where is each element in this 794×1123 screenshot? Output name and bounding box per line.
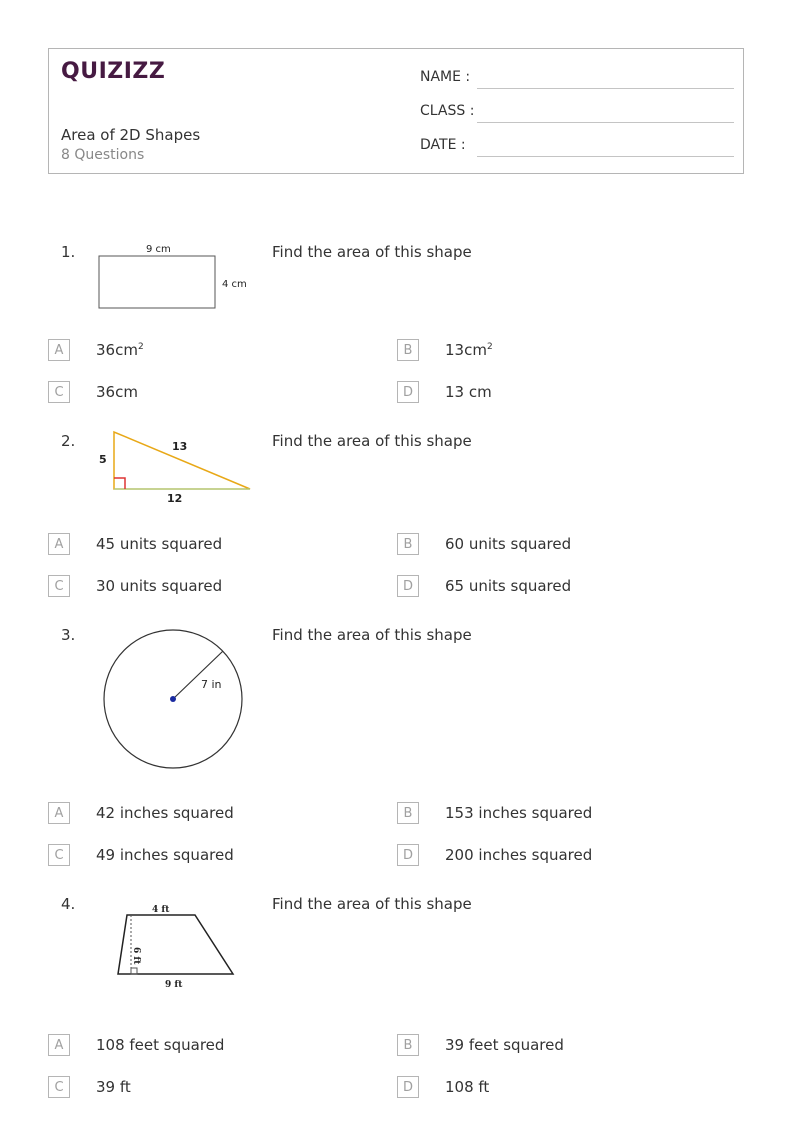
- right-angle-marker: [114, 478, 125, 489]
- class-field[interactable]: [420, 103, 734, 125]
- triangle-hyp-label: 13: [172, 440, 188, 453]
- option-c-text: 39 ft: [96, 1078, 131, 1096]
- triangle-side-label: 5: [99, 453, 107, 466]
- option-a-text: $36cm^2$: [96, 341, 144, 359]
- name-line[interactable]: [477, 88, 734, 89]
- date-label: DATE :: [420, 137, 466, 153]
- rect-width-label: 9 cm: [146, 244, 171, 255]
- option-b-text: 60 units squared: [445, 535, 572, 553]
- radius-line: [173, 651, 223, 699]
- option-a-box[interactable]: A: [48, 339, 70, 361]
- question-number: 4.: [61, 895, 76, 913]
- circle-figure: [98, 626, 250, 778]
- option-a-text: 42 inches squared: [96, 804, 234, 822]
- option-c-box[interactable]: C: [48, 381, 70, 403]
- option-d-box[interactable]: D: [397, 575, 419, 597]
- trapezoid-height-label: 6 ft: [131, 947, 141, 965]
- radius-label: 7 in: [201, 678, 222, 691]
- name-label: NAME :: [420, 69, 471, 85]
- question-text: Find the area of this shape: [272, 895, 472, 913]
- rectangle-figure: [94, 240, 254, 314]
- option-b-box[interactable]: B: [397, 339, 419, 361]
- worksheet-title: Area of 2D Shapes: [61, 126, 201, 144]
- question-number: 3.: [61, 626, 76, 644]
- question-text: Find the area of this shape: [272, 243, 472, 261]
- option-c-text: 36cm: [96, 383, 138, 401]
- option-b-text: 153 inches squared: [445, 804, 593, 822]
- option-a-text: 45 units squared: [96, 535, 223, 553]
- option-a-box[interactable]: A: [48, 533, 70, 555]
- quizizz-logo: QUIZIZZ: [61, 59, 166, 84]
- option-d-text: 13 cm: [445, 383, 492, 401]
- class-line[interactable]: [477, 122, 734, 123]
- option-b-box[interactable]: B: [397, 1034, 419, 1056]
- option-c-box[interactable]: C: [48, 844, 70, 866]
- option-d-box[interactable]: D: [397, 1076, 419, 1098]
- option-d-text: 108 ft: [445, 1078, 490, 1096]
- date-field[interactable]: [420, 137, 734, 159]
- triangle-figure: [94, 428, 259, 508]
- question-count: 8 Questions: [61, 147, 145, 163]
- option-c-box[interactable]: C: [48, 1076, 70, 1098]
- option-c-text: 49 inches squared: [96, 846, 234, 864]
- option-d-text: 200 inches squared: [445, 846, 593, 864]
- question-text: Find the area of this shape: [272, 626, 472, 644]
- option-c-box[interactable]: C: [48, 575, 70, 597]
- center-point: [170, 696, 176, 702]
- trapezoid-top-label: 4 ft: [152, 905, 170, 915]
- worksheet-header: [48, 48, 744, 174]
- question-number: 1.: [61, 243, 76, 261]
- class-label: CLASS :: [420, 103, 475, 119]
- trapezoid-figure: [110, 900, 242, 992]
- option-c-text: 30 units squared: [96, 577, 223, 595]
- right-angle-marker: [131, 968, 137, 974]
- question-text: Find the area of this shape: [272, 432, 472, 450]
- name-field[interactable]: [420, 69, 734, 91]
- option-a-text: 108 feet squared: [96, 1036, 225, 1054]
- option-b-box[interactable]: B: [397, 533, 419, 555]
- option-d-text: 65 units squared: [445, 577, 572, 595]
- option-a-box[interactable]: A: [48, 1034, 70, 1056]
- date-line[interactable]: [477, 156, 734, 157]
- rectangle-shape: [99, 256, 215, 308]
- option-b-text: $13cm^2$: [445, 341, 493, 359]
- rect-height-label: 4 cm: [222, 279, 247, 290]
- trapezoid-shape: [118, 915, 233, 974]
- option-b-box[interactable]: B: [397, 802, 419, 824]
- trapezoid-base-label: 9 ft: [165, 980, 183, 990]
- option-d-box[interactable]: D: [397, 381, 419, 403]
- triangle-base-label: 12: [167, 492, 183, 505]
- option-a-box[interactable]: A: [48, 802, 70, 824]
- option-b-text: 39 feet squared: [445, 1036, 564, 1054]
- option-d-box[interactable]: D: [397, 844, 419, 866]
- question-number: 2.: [61, 432, 76, 450]
